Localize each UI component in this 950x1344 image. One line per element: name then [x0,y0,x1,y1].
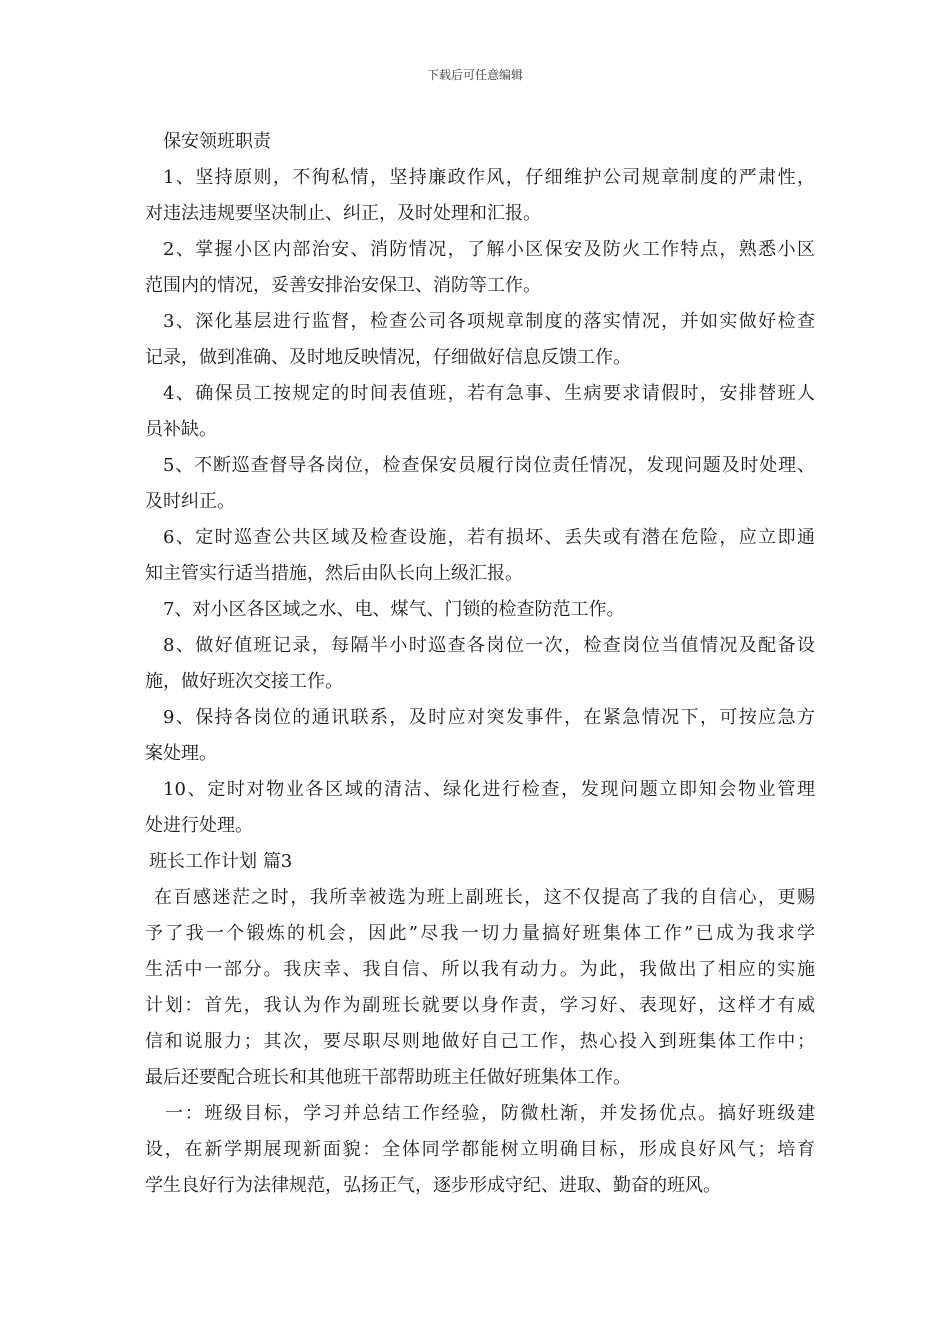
item-1-line-2: 对违法违规要坚决制止、纠正，及时处理和汇报。 [145,203,541,224]
item-3-line-2: 记录，做到准确、及时地反映情况，仔细做好信息反馈工作。 [145,347,631,368]
section-heading-plan: 班长工作计划 篇3 [149,851,293,872]
item-6-line-2: 知主管实行适当措施，然后由队长向上级汇报。 [145,563,523,584]
item-3-line-1: 3、深化基层进行监督，检查公司各项规章制度的落实情况，并如实做好检查 [163,311,815,332]
goal-line-2: 设，在新学期展现新面貌：全体同学都能树立明确目标，形成良好风气；培育 [145,1139,815,1160]
intro-line-6: 最后还要配合班长和其他班干部帮助班主任做好班集体工作。 [145,1067,631,1088]
item-10-line-2: 处进行处理。 [145,815,253,836]
intro-line-3: 生活中一部分。我庆幸、我自信、所以我有动力。为此，我做出了相应的实施 [145,959,815,980]
item-10-line-1: 10、定时对物业各区域的清洁、绿化进行检查，发现问题立即知会物业管理 [163,779,815,800]
download-note: 下载后可任意编辑 [426,68,523,82]
goal-line-1: 一：班级目标，学习并总结工作经验，防微杜渐，并发扬优点。搞好班级建 [165,1103,815,1124]
item-1-line-1: 1、坚持原则，不徇私情，坚持廉政作风，仔细维护公司规章制度的严肃性， [163,167,815,188]
item-4-line-2: 员补缺。 [145,419,217,440]
goal-line-3: 学生良好行为法律规范，弘扬正气，逐步形成守纪、进取、勤奋的班风。 [145,1175,721,1196]
intro-line-5: 信和说服力；其次，要尽职尽则地做好自己工作，热心投入到班集体工作中； [145,1031,815,1052]
item-4-line-1: 4、确保员工按规定的时间表值班，若有急事、生病要求请假时，安排替班人 [163,383,815,404]
item-9-line-1: 9、保持各岗位的通讯联系，及时应对突发事件，在紧急情况下，可按应急方 [163,707,815,728]
intro-line-4: 计划：首先，我认为作为副班长就要以身作责，学习好、表现好，这样才有威 [145,995,815,1016]
intro-line-1: 在百感迷茫之时，我所幸被选为班上副班长，这不仅提高了我的自信心，更赐 [154,887,815,908]
item-2-line-1: 2、掌握小区内部治安、消防情况，了解小区保安及防火工作特点，熟悉小区 [163,239,815,260]
item-5-line-2: 及时纠正。 [145,491,235,512]
item-8-line-2: 施，做好班次交接工作。 [145,671,343,692]
item-9-line-2: 案处理。 [145,743,217,764]
document-body [145,124,815,1204]
item-6-line-1: 6、定时巡查公共区域及检查设施，若有损坏、丢失或有潜在危险，应立即通 [163,527,815,548]
item-8-line-1: 8、做好值班记录，每隔半小时巡查各岗位一次，检查岗位当值情况及配备设 [163,635,815,656]
item-7-line-1: 7、对小区各区域之水、电、煤气、门锁的检查防范工作。 [163,599,625,620]
item-5-line-1: 5、不断巡查督导各岗位，检查保安员履行岗位责任情况，发现问题及时处理、 [163,455,815,476]
intro-line-2: 予了我一个锻炼的机会，因此”尽我一切力量搞好班集体工作”已成为我求学 [145,923,815,944]
section-title: 保安领班职责 [163,131,271,152]
item-2-line-2: 范围内的情况，妥善安排治安保卫、消防等工作。 [145,275,541,296]
